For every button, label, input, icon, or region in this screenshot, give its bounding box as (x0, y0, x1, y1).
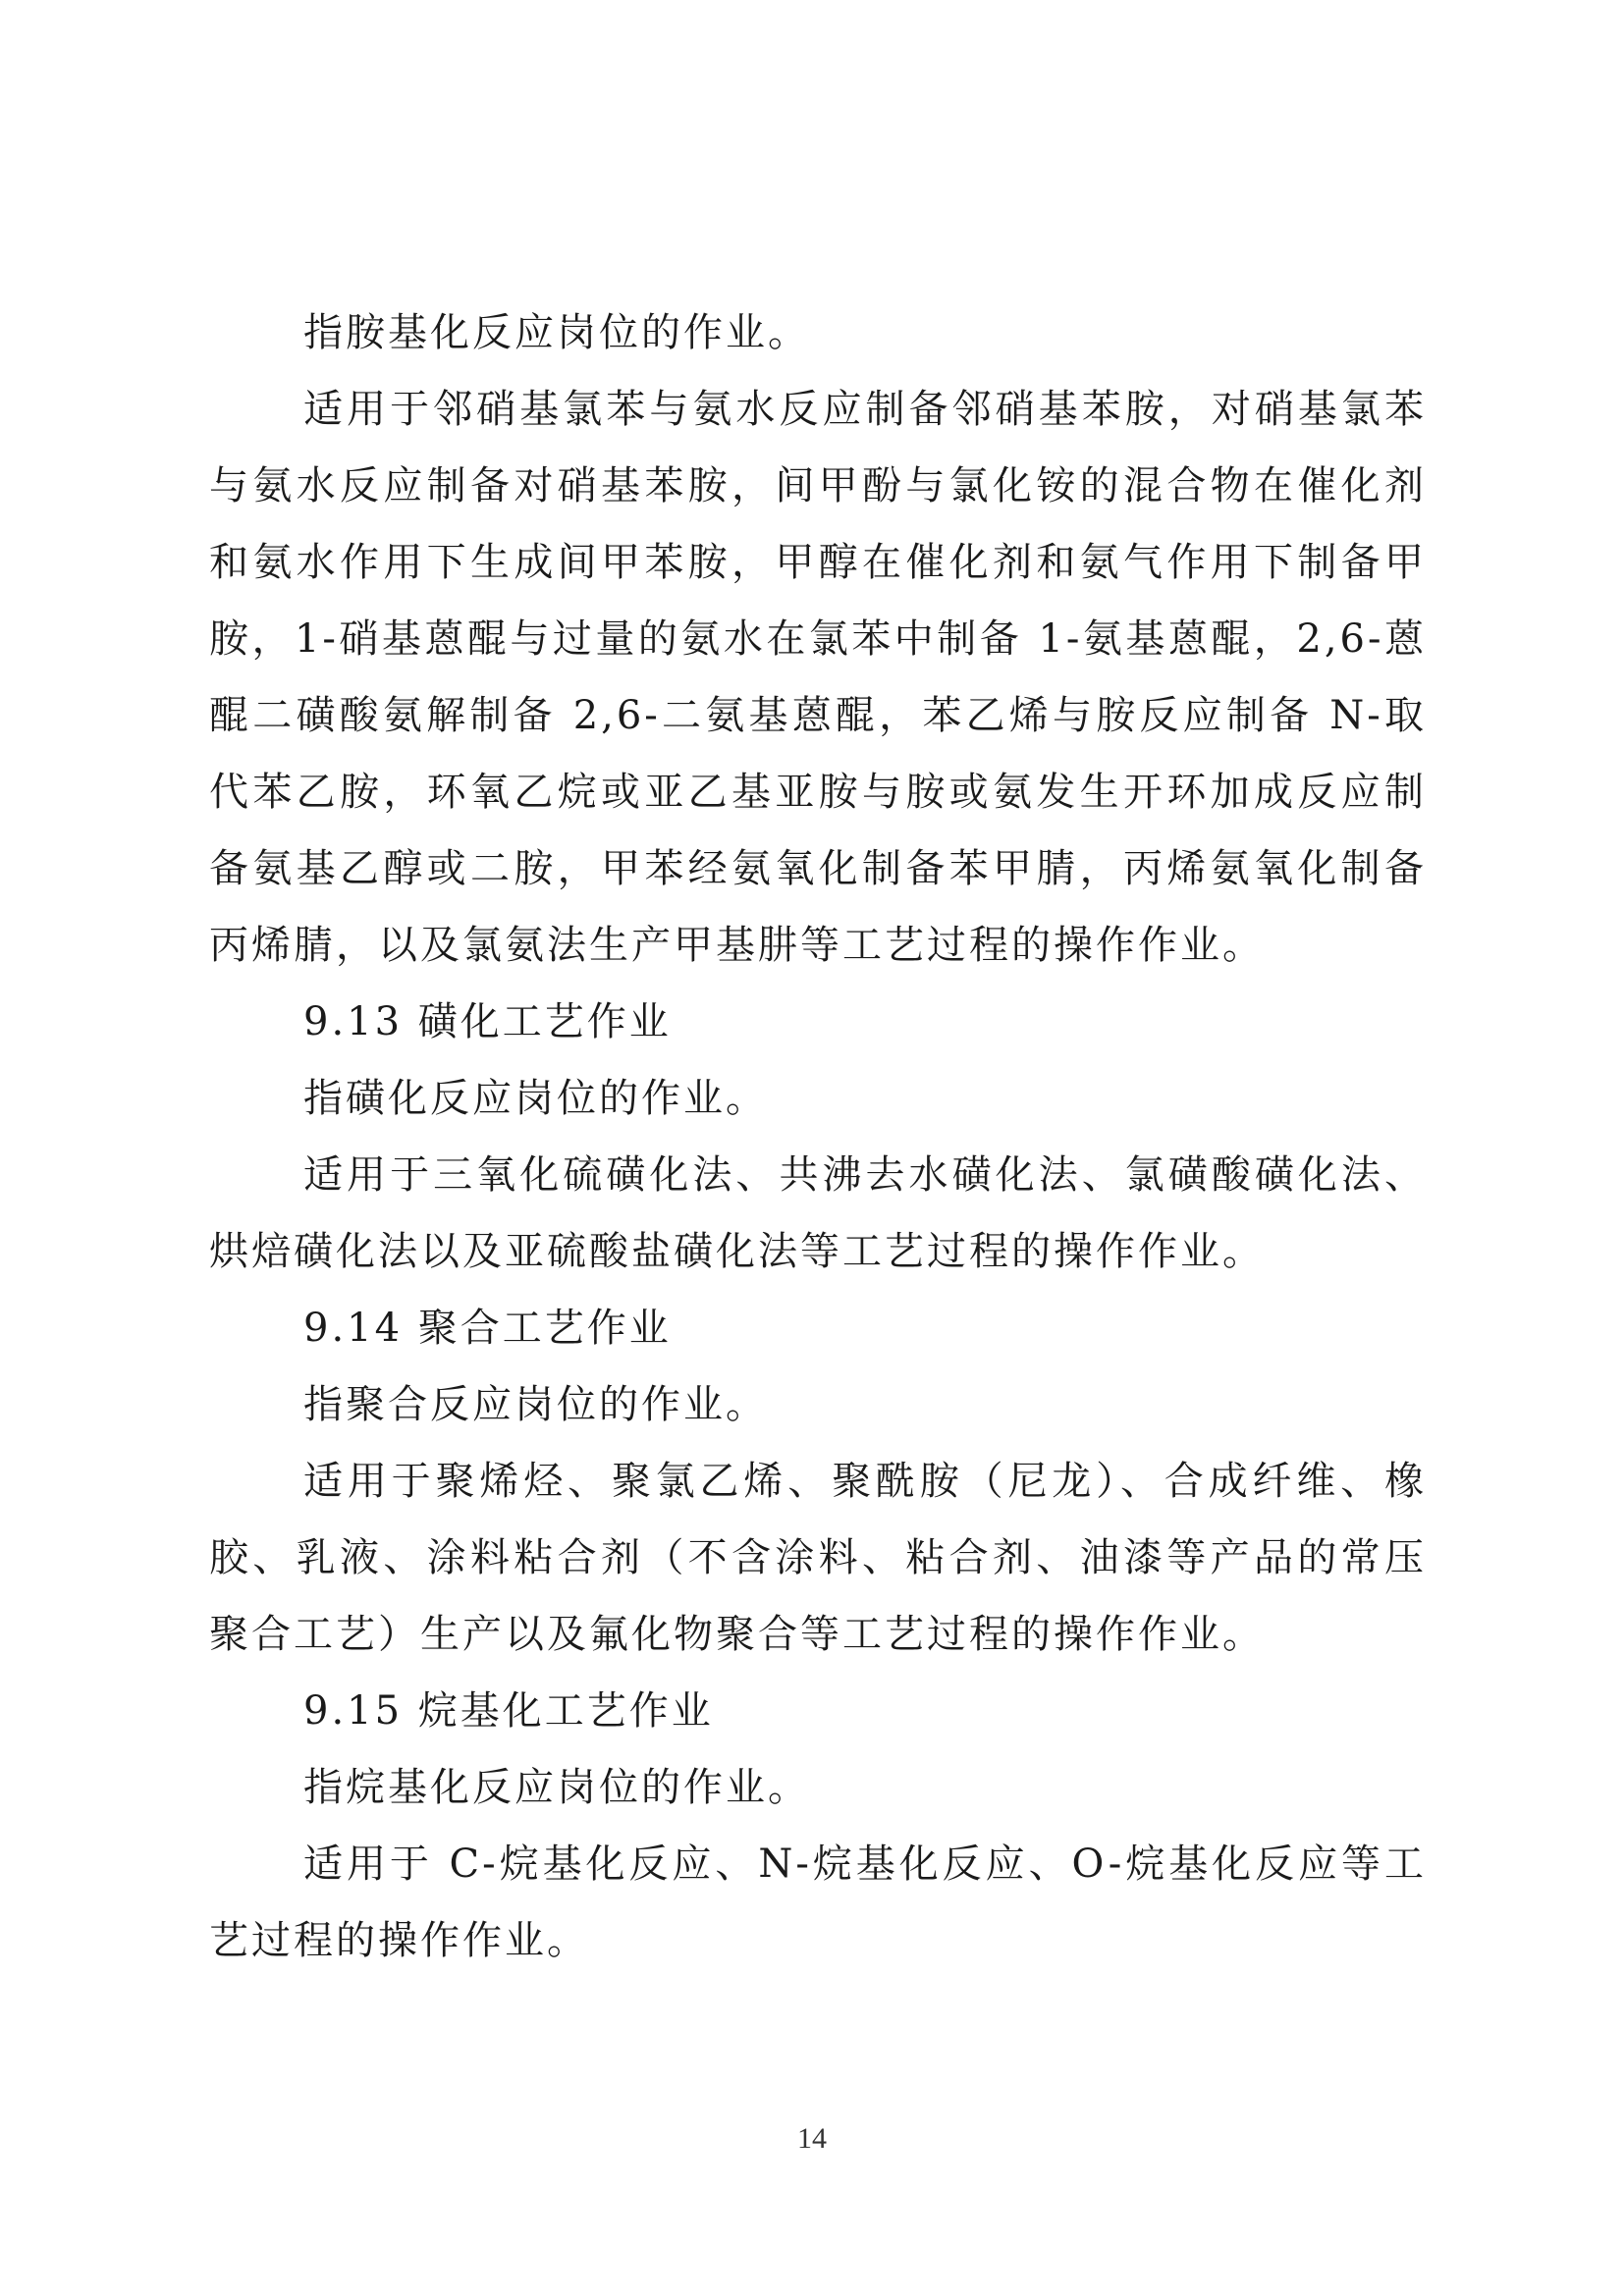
paragraph-polymerization-definition: 指聚合反应岗位的作业。 (303, 1382, 768, 1427)
paragraph-amination-scope: 适用于邻硝基氯苯与氨水反应制备邻硝基苯胺，对硝基氯苯与氨水反应制备对硝基苯胺，间甲酚与氯化铵的混合物在催化剂和氨水作用下生成间甲苯胺，甲醇在催化剂和氨气作用下制备甲胺，1-硝基蒽醌与过量的氨水在氯苯中制备 1-氨基蒽醌，2,6-蒽醌二磺酸氨解制备 2,6-二氨基蒽醌，苯乙烯与胺反应制备 N-取代苯乙胺，环氧乙烷或亚乙基亚胺与胺或氨发生开环加成反应制备氨基乙醇或二胺，甲苯经氨氧化制备苯甲腈，丙烯氨氧化制备丙烯腈，以及氯氨法生产甲基肼等工艺过程的操作作业。 (209, 387, 1427, 968)
section-heading-alkylation: 9.15 烷基化工艺作业 (303, 1688, 714, 1734)
paragraph-alkylation-scope: 适用于 C-烷基化反应、N-烷基化反应、O-烷基化反应等工艺过程的操作作业。 (209, 1842, 1427, 1963)
document-body (209, 294, 1427, 1979)
section-heading-sulfonation: 9.13 磺化工艺作业 (303, 999, 672, 1044)
paragraph-sulfonation-scope: 适用于三氧化硫磺化法、共沸去水磺化法、氯磺酸磺化法、烘焙磺化法以及亚硫酸盐磺化法等工艺过程的操作作业。 (209, 1152, 1427, 1274)
paragraph-alkylation-definition: 指烷基化反应岗位的作业。 (303, 1765, 810, 1810)
paragraph-sulfonation-definition: 指磺化反应岗位的作业。 (303, 1076, 768, 1121)
page-number: 14 (797, 2122, 827, 2155)
paragraph-amination-definition: 指胺基化反应岗位的作业。 (303, 310, 810, 355)
section-heading-polymerization: 9.14 聚合工艺作业 (303, 1306, 672, 1351)
paragraph-polymerization-scope: 适用于聚烯烃、聚氯乙烯、聚酰胺（尼龙）、合成纤维、橡胶、乳液、涂料粘合剂（不含涂料、粘合剂、油漆等产品的常压聚合工艺）生产以及氟化物聚合等工艺过程的操作作业。 (209, 1459, 1427, 1657)
